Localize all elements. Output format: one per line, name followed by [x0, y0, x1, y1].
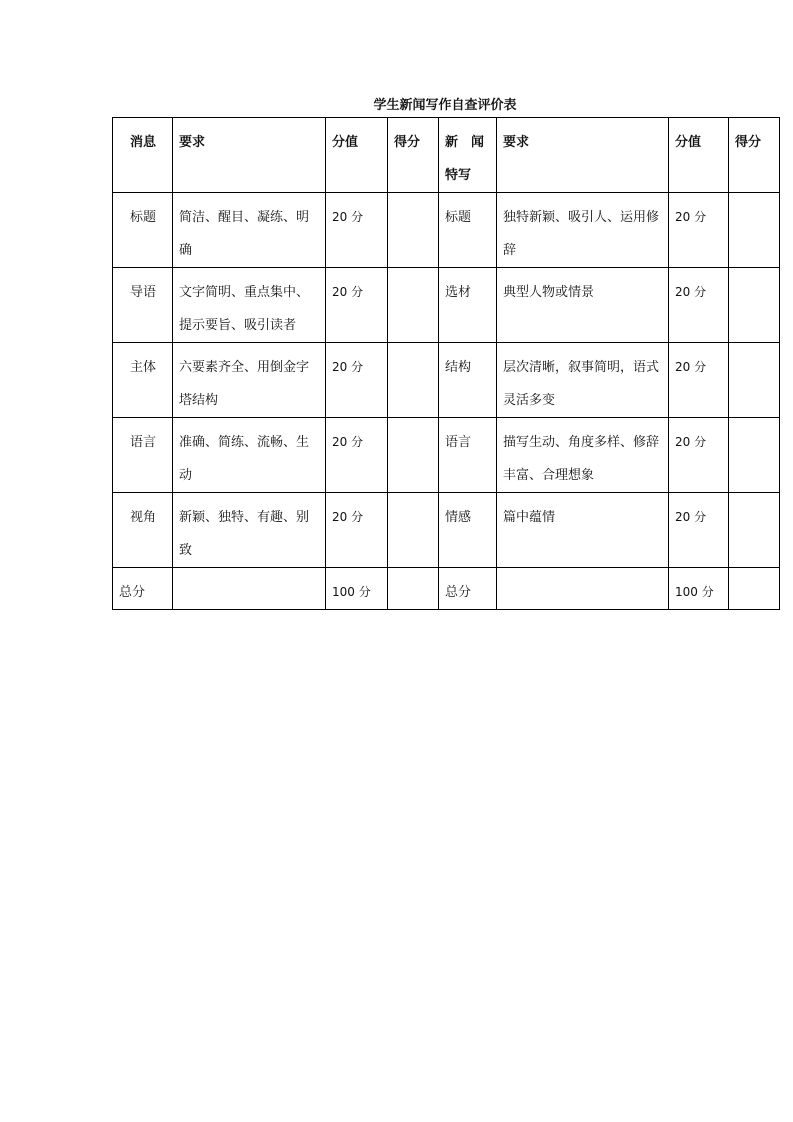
left-score-value: 20 分 [326, 343, 388, 418]
total-label-left: 总分 [113, 568, 173, 610]
left-score-value: 20 分 [326, 493, 388, 568]
header-requirement-right: 要求 [497, 118, 669, 193]
right-score-got[interactable] [729, 268, 780, 343]
header-score-value-left: 分值 [326, 118, 388, 193]
left-item: 标题 [113, 193, 173, 268]
header-news-feature-line1: 新 闻 [445, 135, 485, 150]
header-news-feature-line2: 特写 [445, 168, 472, 183]
header-score-value-right: 分值 [669, 118, 729, 193]
right-item: 情感 [439, 493, 497, 568]
table-row [113, 418, 780, 493]
evaluation-table [112, 117, 780, 610]
left-score-got[interactable] [388, 268, 439, 343]
right-item: 结构 [439, 343, 497, 418]
left-requirement: 新颖、独特、有趣、别致 [173, 493, 326, 568]
header-news-feature [439, 118, 497, 193]
left-requirement: 准确、简练、流畅、生动 [173, 418, 326, 493]
right-score-got[interactable] [729, 418, 780, 493]
left-score-value: 20 分 [326, 193, 388, 268]
header-news-left: 消息 [113, 118, 173, 193]
table-row [113, 493, 780, 568]
page-title: 学生新闻写作自查评价表 [373, 98, 517, 113]
left-item: 导语 [113, 268, 173, 343]
right-requirement: 典型人物或情景 [497, 268, 669, 343]
right-score-got[interactable] [729, 493, 780, 568]
total-empty-left [173, 568, 326, 610]
left-requirement: 六要素齐全、用倒金字塔结构 [173, 343, 326, 418]
header-score-got-right: 得分 [729, 118, 780, 193]
left-score-got[interactable] [388, 418, 439, 493]
right-score-value: 20 分 [669, 268, 729, 343]
total-label-right: 总分 [439, 568, 497, 610]
right-score-got[interactable] [729, 193, 780, 268]
right-requirement: 篇中蕴情 [497, 493, 669, 568]
total-got-right[interactable] [729, 568, 780, 610]
left-score-value: 20 分 [326, 268, 388, 343]
right-item: 语言 [439, 418, 497, 493]
right-requirement: 独特新颖、吸引人、运用修辞 [497, 193, 669, 268]
left-score-got[interactable] [388, 193, 439, 268]
right-score-value: 20 分 [669, 493, 729, 568]
total-score-left: 100 分 [326, 568, 388, 610]
right-item: 标题 [439, 193, 497, 268]
left-item: 主体 [113, 343, 173, 418]
left-requirement: 简洁、醒目、凝练、明确 [173, 193, 326, 268]
table-row [113, 343, 780, 418]
right-score-value: 20 分 [669, 418, 729, 493]
left-item: 语言 [113, 418, 173, 493]
right-item: 选材 [439, 268, 497, 343]
right-score-value: 20 分 [669, 343, 729, 418]
table-row [113, 193, 780, 268]
right-score-got[interactable] [729, 343, 780, 418]
total-got-left[interactable] [388, 568, 439, 610]
header-score-got-left: 得分 [388, 118, 439, 193]
total-score-right: 100 分 [669, 568, 729, 610]
left-item: 视角 [113, 493, 173, 568]
right-score-value: 20 分 [669, 193, 729, 268]
left-score-got[interactable] [388, 493, 439, 568]
left-requirement: 文字简明、重点集中、提示要旨、吸引读者 [173, 268, 326, 343]
table-row [113, 268, 780, 343]
right-requirement: 描写生动、角度多样、修辞丰富、合理想象 [497, 418, 669, 493]
total-empty-right [497, 568, 669, 610]
left-score-got[interactable] [388, 343, 439, 418]
total-row [113, 568, 780, 610]
right-requirement: 层次清晰，叙事简明，语式灵活多变 [497, 343, 669, 418]
table-header-row [113, 118, 780, 193]
header-requirement-left: 要求 [173, 118, 326, 193]
left-score-value: 20 分 [326, 418, 388, 493]
